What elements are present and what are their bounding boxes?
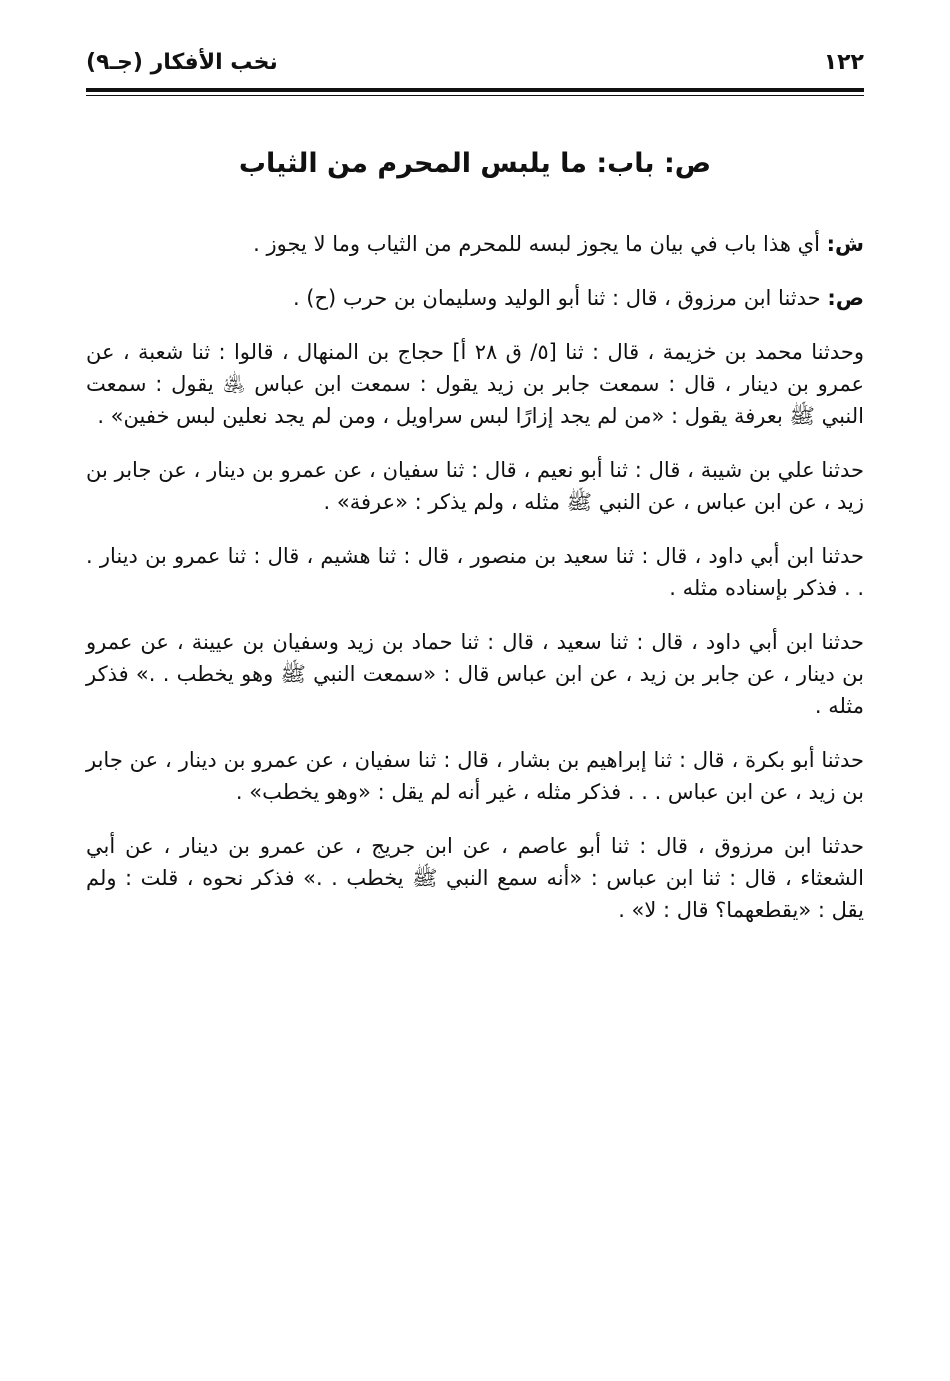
paragraph-text: حدثنا ابن أبي داود ، قال : ثنا سعيد ، قال : ثنا حماد بن زيد وسفيان بن عيينة ، عن عمرو بن دينار ، عن جابر بن زيد ، عن ابن عباس قال : «سمعت النبي ﷺ وهو يخطب . .» فذكر مثله . <box>86 630 864 718</box>
paragraph-text: حدثنا علي بن شيبة ، قال : ثنا أبو نعيم ، قال : ثنا سفيان ، عن عمرو بن دينار ، عن جابر بن زيد ، عن ابن عباس ، عن النبي ﷺ مثله ، ولم يذكر : «عرفة» . <box>86 458 864 514</box>
paragraph <box>86 540 864 604</box>
paragraph-text: وحدثنا محمد بن خزيمة ، قال : ثنا [٥/ ق ٢٨ أ] حجاج بن المنهال ، قالوا : ثنا شعبة ، عن عمرو بن دينار ، قال : سمعت جابر بن زيد يقول : سمعت ابن عباس ﵁ يقول : سمعت النبي ﷺ بعرفة يقول : «من لم يجد إزارًا لبس سراويل ، ومن لم يجد نعلين لبس خفين» . <box>86 340 864 428</box>
paragraph <box>86 282 864 314</box>
page-header <box>86 40 864 84</box>
paragraph-label: ص: <box>827 286 864 310</box>
paragraph-text: حدثنا ابن مرزوق ، قال : ثنا أبو الوليد وسليمان بن حرب (ح) . <box>292 286 821 310</box>
page-body <box>86 228 864 948</box>
paragraph <box>86 744 864 808</box>
paragraph <box>86 336 864 432</box>
paragraph <box>86 830 864 926</box>
paragraph <box>86 454 864 518</box>
paragraph-label: ش: <box>826 232 864 256</box>
paragraph-text: حدثنا أبو بكرة ، قال : ثنا إبراهيم بن بشار ، قال : ثنا سفيان ، عن عمرو بن دينار ، عن جابر بن زيد ، عن ابن عباس . . . فذكر مثله ، غير أنه لم يقل : «وهو يخطب» . <box>86 748 864 804</box>
book-title: نخب الأفكار (جـ٩) <box>86 49 278 75</box>
paragraph <box>86 228 864 260</box>
header-rule-thin <box>86 95 864 96</box>
header-rule-thick <box>86 88 864 92</box>
page-number: ١٢٢ <box>823 49 864 75</box>
paragraph-text: حدثنا ابن مرزوق ، قال : ثنا أبو عاصم ، عن ابن جريج ، عن عمرو بن دينار ، عن أبي الشعثاء ، قال : ثنا ابن عباس : «أنه سمع النبي ﷺ يخطب . .» فذكر نحوه ، قلت : ولم يقل : «يقطعهما؟ قال : لا» . <box>86 834 864 922</box>
paragraph <box>86 626 864 722</box>
paragraph-text: حدثنا ابن أبي داود ، قال : ثنا سعيد بن منصور ، قال : ثنا هشيم ، قال : ثنا عمرو بن دينار . . . فذكر بإسناده مثله . <box>86 544 864 600</box>
paragraph-text: أي هذا باب في بيان ما يجوز لبسه للمحرم من الثياب وما لا يجوز . <box>253 232 820 256</box>
chapter-title: ص: باب: ما يلبس المحرم من الثياب <box>238 148 712 179</box>
